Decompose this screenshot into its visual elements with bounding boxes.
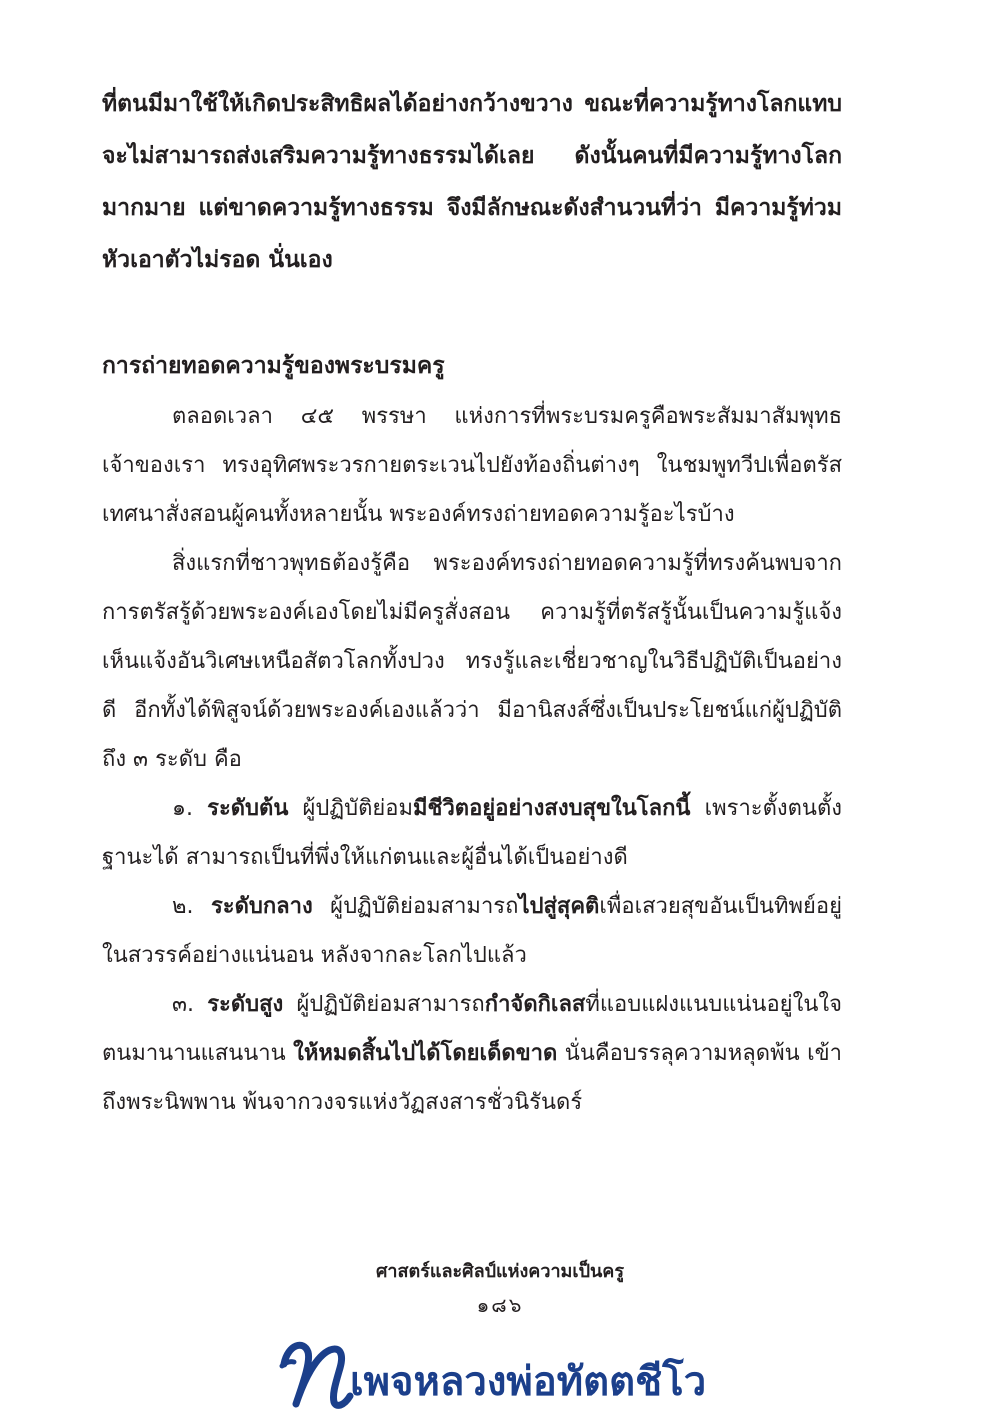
page-number: ๑๘๖ — [476, 1293, 524, 1317]
level-1-highlight: มีชีวิตอยู่อย่างสงบสุขในโลกนี้ — [413, 796, 691, 821]
brand-name: เพจหลวงพ่อทัตตชีโว — [350, 1359, 707, 1405]
paragraph-2: สิ่งแรกที่ชาวพุทธต้องรู้คือ พระองค์ทรงถ่ายทอดความรู้ที่ทรงค้นพบจากการตรัสรู้ด้วยพระองค์เองโดยไม่มีครูสั่งสอน ความรู้ที่ตรัสรู้นั้นเป็นความรู้แจ้งเห็นแจ้งอันวิเศษเหนือสัตวโลกทั้งปวง ทรงรู้และเชี่ยวชาญในวิธีปฏิบัติเป็นอย่างดี อีกทั้งได้พิสูจน์ด้วยพระองค์เองแล้วว่า มีอานิสงส์ซึ่งเป็นประโยชน์แก่ผู้ปฏิบัติถึง ๓ ระดับ คือ — [102, 551, 842, 772]
section-heading: การถ่ายทอดความรู้ของพระบรมครู — [102, 353, 445, 379]
page-body — [102, 78, 842, 1127]
level-2-highlight: ไปสู่สุคติ — [518, 894, 600, 919]
level-3-pre: ผู้ปฏิบัติย่อมสามารถ — [296, 992, 485, 1017]
paragraph-1: ตลอดเวลา ๔๕ พรรษา แห่งการที่พระบรมครูคือพระสัมมาสัมพุทธเจ้าของเรา ทรงอุทิศพระวรกายตระเวนไปยังท้องถิ่นต่างๆ ในชมพูทวีปเพื่อตรัสเทศนาสั่งสอนผู้คนทั้งหลายนั้น พระองค์ทรงถ่ายทอดความรู้อะไรบ้าง — [102, 404, 842, 527]
level-3-highlight-2: ให้หมดสิ้นไปได้โดยเด็ดขาด — [293, 1041, 558, 1066]
level-1-pre: ผู้ปฏิบัติย่อม — [302, 796, 414, 821]
intro-paragraph: ที่ตนมีมาใช้ให้เกิดประสิทธิผลได้อย่างกว้างขวาง ขณะที่ความรู้ทางโลกแทบจะไม่สามารถส่งเสริมความรู้ทางธรรมได้เลย ดังนั้นคนที่มีความรู้ทางโลกมากมาย แต่ขาดความรู้ทางธรรม จึงมีลักษณะดังสำนวนที่ว่า มีความรู้ท่วมหัวเอาตัวไม่รอด นั่นเอง — [102, 91, 842, 273]
script-n-logo-icon — [278, 1334, 356, 1410]
level-2-post: เพื่อเสวยสุขอันเป็นทิพย์อยู่ในสวรรค์อย่างแน่นอน หลังจากละโลกไปแล้ว — [102, 894, 842, 968]
level-2-title: ระดับกลาง — [210, 894, 313, 919]
level-3-post: ที่แอบแฝงแนบแน่นอยู่ในใจตนมานานแสนนาน — [102, 992, 842, 1066]
level-2-item — [102, 882, 842, 980]
level-2-number: ๒. — [172, 894, 194, 919]
level-1-title: ระดับต้น — [207, 796, 289, 821]
level-1-item — [102, 784, 842, 882]
level-3-highlight: กำจัดกิเลส — [484, 992, 586, 1017]
level-3-item — [102, 980, 842, 1127]
level-1-number: ๑. — [172, 796, 193, 821]
footer-book-title: ศาสตร์และศิลป์แห่งความเป็นครู — [375, 1261, 625, 1282]
level-3-title: ระดับสูง — [207, 992, 284, 1017]
level-1-post: เพราะตั้งตนตั้งฐานะได้ สามารถเป็นที่พึ่งให้แก่ตนและผู้อื่นได้เป็นอย่างดี — [102, 796, 842, 870]
level-2-pre: ผู้ปฏิบัติย่อมสามารถ — [330, 894, 519, 919]
level-3-number: ๓. — [172, 992, 195, 1017]
brand-logo — [278, 1330, 706, 1410]
level-3-post-2: นั่นคือบรรลุความหลุดพ้น เข้าถึงพระนิพพาน พ้นจากวงจรแห่งวัฏสงสารชั่วนิรันดร์ — [102, 1041, 842, 1115]
